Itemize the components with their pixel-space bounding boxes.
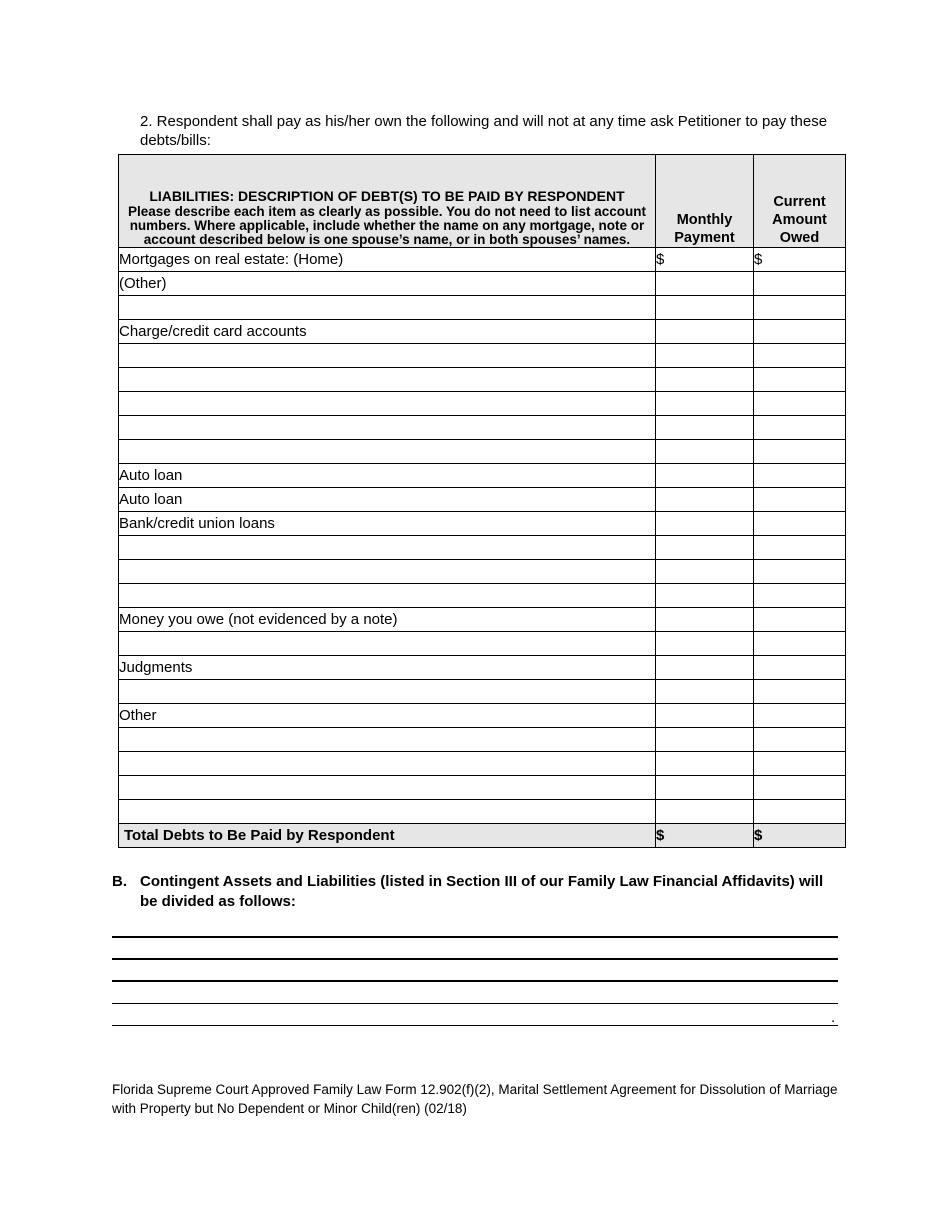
description-cell — [119, 632, 656, 656]
table-row — [119, 800, 846, 824]
monthly-payment-cell[interactable] — [656, 728, 754, 752]
monthly-payment-cell[interactable] — [656, 680, 754, 704]
monthly-payment-cell[interactable] — [656, 488, 754, 512]
end-period: . — [831, 1009, 836, 1026]
table-row — [119, 464, 846, 488]
monthly-payment-column-header: Monthly Payment — [656, 155, 754, 248]
amount-owed-cell[interactable] — [754, 272, 846, 296]
amount-owed-cell[interactable] — [754, 296, 846, 320]
table-header-row — [119, 155, 846, 248]
description-cell — [119, 800, 656, 824]
amount-owed-cell[interactable] — [754, 776, 846, 800]
table-row — [119, 416, 846, 440]
monthly-payment-cell[interactable] — [656, 656, 754, 680]
amount-owed-cell[interactable] — [754, 728, 846, 752]
table-row — [119, 728, 846, 752]
monthly-payment-cell[interactable] — [656, 608, 754, 632]
description-cell — [119, 536, 656, 560]
description-cell — [119, 296, 656, 320]
form-footer: Florida Supreme Court Approved Family Law Form 12.902(f)(2), Marital Settlement Agreement for Dissolution of Marriage with Property but No Dependent or Minor Child(ren) (02/18) — [112, 1082, 838, 1116]
monthly-payment-cell[interactable] — [656, 392, 754, 416]
description-cell — [119, 416, 656, 440]
amount-owed-cell[interactable] — [754, 512, 846, 536]
total-label: Total Debts to Be Paid by Respondent — [119, 824, 656, 848]
amount-owed-cell[interactable] — [754, 368, 846, 392]
amount-owed-cell[interactable] — [754, 464, 846, 488]
table-row — [119, 560, 846, 584]
amount-owed-cell[interactable] — [754, 320, 846, 344]
section-b — [112, 872, 842, 912]
description-cell: Other — [119, 704, 656, 728]
write-in-line[interactable] — [112, 1003, 838, 1004]
description-cell: Judgments — [119, 656, 656, 680]
monthly-payment-cell[interactable] — [656, 464, 754, 488]
amount-owed-cell[interactable] — [754, 632, 846, 656]
section-b-heading: Contingent Assets and Liabilities (listed in Section III of our Family Law Financial Affidavits) will be divided as follows: — [140, 873, 824, 910]
description-cell — [119, 680, 656, 704]
amount-owed-cell[interactable] — [754, 656, 846, 680]
description-cell: Charge/credit card accounts — [119, 320, 656, 344]
table-row — [119, 752, 846, 776]
table-row — [119, 392, 846, 416]
write-in-line[interactable] — [112, 958, 838, 960]
table-row — [119, 536, 846, 560]
description-cell — [119, 776, 656, 800]
description-cell — [119, 368, 656, 392]
table-row — [119, 608, 846, 632]
amount-owed-cell[interactable] — [754, 416, 846, 440]
amount-owed-cell[interactable] — [754, 488, 846, 512]
amount-owed-cell[interactable] — [754, 344, 846, 368]
monthly-payment-cell[interactable] — [656, 584, 754, 608]
description-column-header — [119, 155, 656, 248]
amount-owed-cell[interactable] — [754, 704, 846, 728]
amount-owed-cell[interactable] — [754, 680, 846, 704]
amount-owed-cell[interactable] — [754, 752, 846, 776]
monthly-payment-cell[interactable] — [656, 368, 754, 392]
current-amount-owed-column-header: Current Amount Owed — [754, 155, 846, 248]
monthly-payment-cell[interactable] — [656, 296, 754, 320]
monthly-payment-cell[interactable] — [656, 512, 754, 536]
description-cell — [119, 344, 656, 368]
table-row — [119, 368, 846, 392]
description-cell: Money you owe (not evidenced by a note) — [119, 608, 656, 632]
table-row — [119, 704, 846, 728]
header-title: LIABILITIES: DESCRIPTION OF DEBT(S) TO BE PAID BY RESPONDENT — [149, 188, 625, 204]
table-row — [119, 248, 846, 272]
amount-owed-cell[interactable] — [754, 584, 846, 608]
table-row — [119, 776, 846, 800]
table-row — [119, 632, 846, 656]
description-cell — [119, 752, 656, 776]
liabilities-table-body — [119, 248, 846, 848]
monthly-payment-cell[interactable] — [656, 632, 754, 656]
monthly-payment-cell[interactable] — [656, 800, 754, 824]
write-in-line[interactable] — [112, 980, 838, 982]
description-cell — [119, 560, 656, 584]
write-in-line[interactable] — [112, 936, 838, 938]
table-row — [119, 272, 846, 296]
liabilities-table — [118, 154, 846, 848]
monthly-payment-cell[interactable]: $ — [656, 248, 754, 272]
table-row — [119, 680, 846, 704]
monthly-payment-cell[interactable] — [656, 344, 754, 368]
amount-owed-cell[interactable] — [754, 536, 846, 560]
total-owed-cell[interactable]: $ — [754, 824, 846, 848]
amount-owed-cell[interactable]: $ — [754, 248, 846, 272]
amount-owed-cell[interactable] — [754, 800, 846, 824]
description-cell: Auto loan — [119, 488, 656, 512]
table-row — [119, 320, 846, 344]
intro-paragraph: 2. Respondent shall pay as his/her own the following and will not at any time ask Petitioner to pay these debts/bills: — [140, 113, 828, 149]
description-cell: Bank/credit union loans — [119, 512, 656, 536]
description-cell — [119, 728, 656, 752]
table-row — [119, 488, 846, 512]
amount-owed-cell[interactable] — [754, 608, 846, 632]
description-cell — [119, 392, 656, 416]
amount-owed-cell[interactable] — [754, 440, 846, 464]
description-cell — [119, 440, 656, 464]
monthly-payment-cell[interactable] — [656, 752, 754, 776]
total-monthly-cell[interactable]: $ — [656, 824, 754, 848]
description-cell: Mortgages on real estate: (Home) — [119, 248, 656, 272]
monthly-payment-cell[interactable] — [656, 440, 754, 464]
monthly-payment-cell[interactable] — [656, 704, 754, 728]
total-row — [119, 824, 846, 848]
header-instructions: Please describe each item as clearly as possible. You do not need to list account numbers. Where applicable, include whether the name on any mortgage, note or account described below is one spouse’s name, or in both spouses’ names. — [128, 204, 646, 247]
table-row — [119, 584, 846, 608]
monthly-payment-cell[interactable] — [656, 272, 754, 296]
monthly-payment-cell[interactable] — [656, 560, 754, 584]
description-cell: Auto loan — [119, 464, 656, 488]
monthly-payment-cell[interactable] — [656, 416, 754, 440]
table-row — [119, 512, 846, 536]
table-row — [119, 296, 846, 320]
table-row — [119, 344, 846, 368]
description-cell — [119, 584, 656, 608]
monthly-payment-cell[interactable] — [656, 776, 754, 800]
monthly-payment-cell[interactable] — [656, 536, 754, 560]
amount-owed-cell[interactable] — [754, 560, 846, 584]
description-cell: (Other) — [119, 272, 656, 296]
monthly-payment-cell[interactable] — [656, 320, 754, 344]
amount-owed-cell[interactable] — [754, 392, 846, 416]
write-in-line[interactable] — [112, 1025, 838, 1026]
table-row — [119, 440, 846, 464]
table-row — [119, 656, 846, 680]
section-b-letter: B. — [112, 873, 127, 890]
